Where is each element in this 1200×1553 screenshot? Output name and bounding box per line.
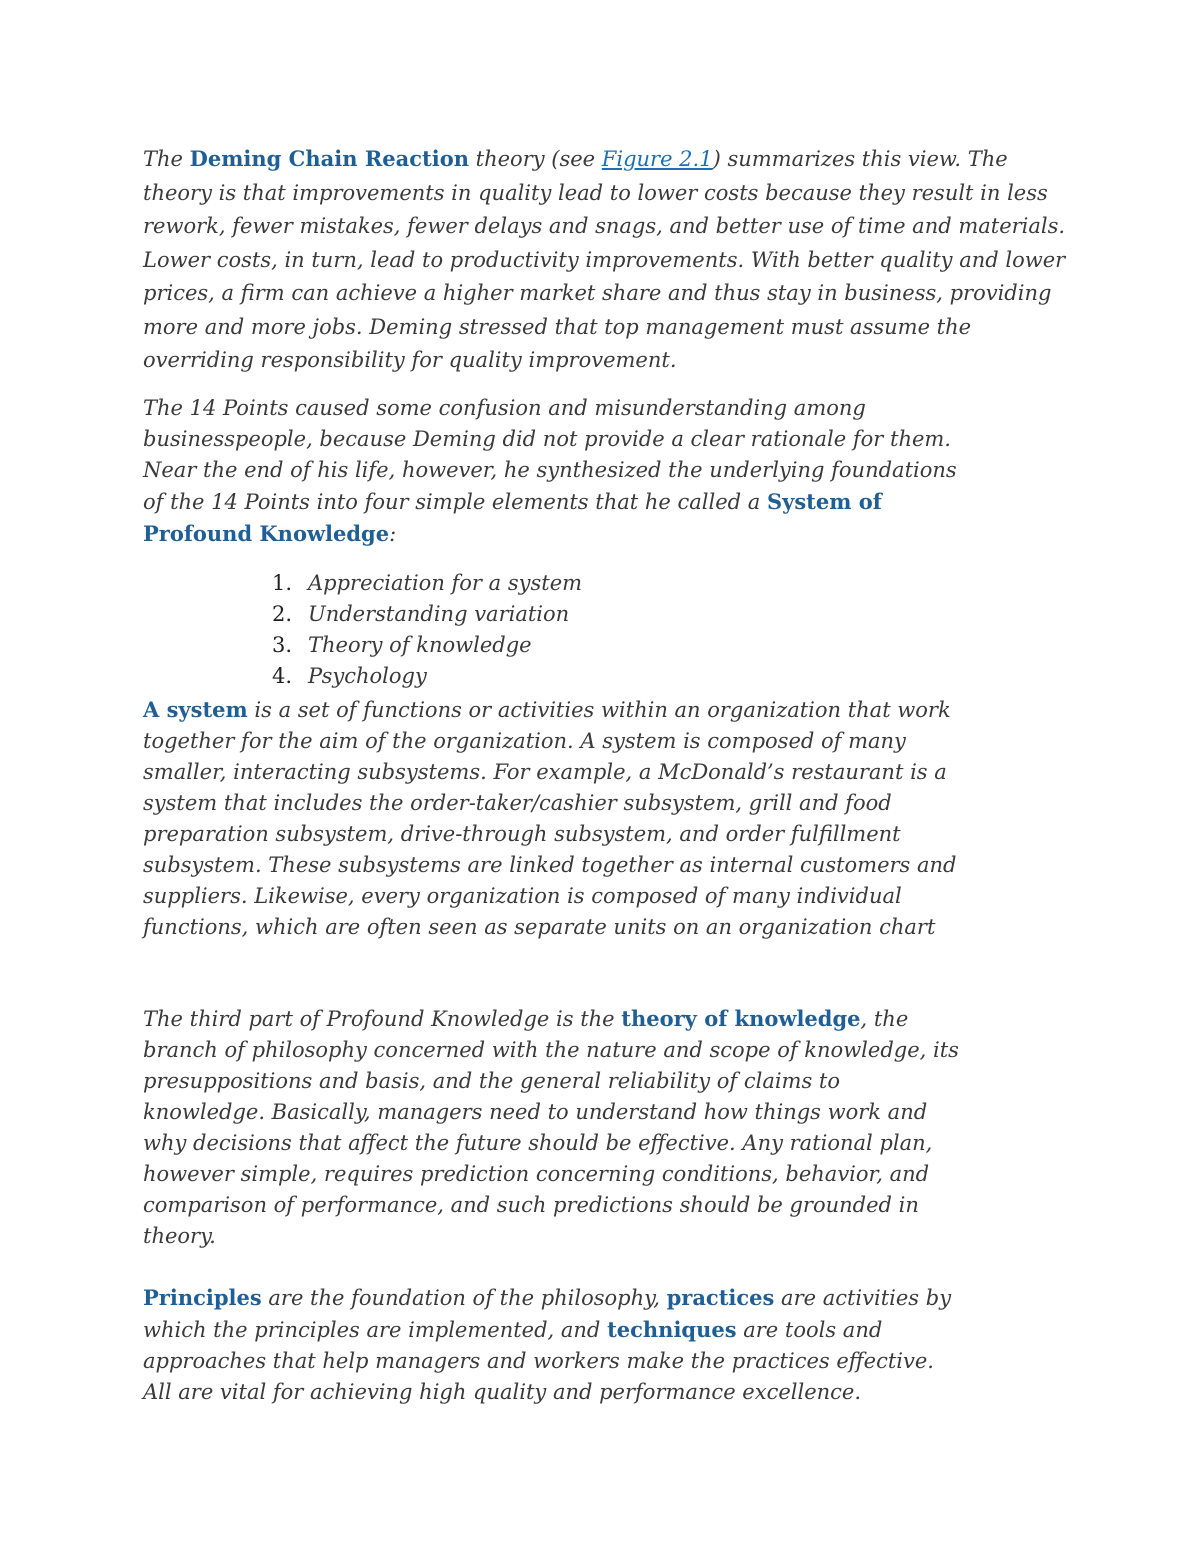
term-system-of-profound-knowledge: System of Profound Knowledge	[143, 489, 882, 546]
list-text: Psychology	[308, 664, 427, 688]
text: are activities by which the principles are implemented, and	[143, 1286, 952, 1342]
list-item	[272, 599, 582, 630]
term-theory-of-knowledge: theory of knowledge	[621, 1006, 861, 1031]
list-number: 4.	[272, 664, 293, 688]
figure-link[interactable]: Figure 2.1	[601, 147, 713, 171]
text: ) summarizes this view. The theory is that improvements in quality lead to lower costs because they result in less rework, fewer mistakes, fewer delays and snags, and better use of time and materials. Lower costs, in turn, lead to productivity improvements. With better quality and lower prices, a firm can achieve a higher market share and thus stay in business, providing more and more jobs. Deming stressed that top management must assume the overriding responsibility for quality improvement.	[143, 147, 1066, 372]
term-principles: Principles	[143, 1285, 262, 1310]
text: , the branch of philosophy concerned with the nature and scope of knowledge, its presuppositions and basis, and the general reliability of claims to knowledge. Basically, managers need to understand how things work and why decisions that affect the future should be effective. Any rational plan, however simple, requires prediction concerning conditions, behavior, and comparison of performance, and such predictions should be grounded in theory.	[143, 1007, 959, 1248]
paragraph-principles	[143, 1282, 963, 1408]
list-number: 2.	[272, 602, 293, 626]
term-practices: practices	[666, 1285, 775, 1310]
list-number: 3.	[272, 633, 293, 657]
text: The	[143, 147, 190, 171]
list-item	[272, 630, 582, 661]
text: are the foundation of the philosophy,	[261, 1286, 667, 1310]
text: are tools and approaches that help managers and workers make the practices effective. All are vital for achieving high quality and performance excellence.	[143, 1318, 934, 1404]
text: :	[389, 522, 397, 546]
paragraph-theory-of-knowledge	[143, 1003, 963, 1252]
term-a-system: A system	[143, 697, 248, 722]
list-text: Theory of knowledge	[308, 633, 532, 657]
list-text: Appreciation for a system	[308, 571, 583, 595]
list-number: 1.	[272, 571, 293, 595]
list-text: Understanding variation	[308, 602, 570, 626]
text: is a set of functions or activities within an organization that work together for the aim of the organization. A system is composed of many smaller, interacting subsystems. For example, a McDonald’s restaurant is a system that includes the order-taker/cashier subsystem, grill and food preparation subsystem, drive-through subsystem, and order fulfillment subsystem. These subsystems are linked together as internal customers and suppliers. Likewise, every organization is composed of many individual functions, which are often seen as separate units on an organization chart	[143, 698, 957, 939]
paragraph-a-system	[143, 694, 983, 943]
paragraph-fourteen-points	[143, 393, 973, 550]
term-deming-chain-reaction: Deming Chain Reaction	[189, 146, 469, 171]
text: theory (see	[468, 147, 602, 171]
list-item	[272, 568, 582, 599]
list-item	[272, 661, 582, 692]
text: The 14 Points caused some confusion and misunderstanding among businesspeople, because Deming did not provide a clear rationale for them. Near the end of his life, however, he synthesized the underlying foundations of the 14 Points into four simple elements that he called a	[143, 396, 957, 514]
paragraph-deming-chain-reaction	[143, 142, 1078, 378]
text: The third part of Profound Knowledge is the	[143, 1007, 622, 1031]
term-techniques: techniques	[607, 1317, 737, 1342]
profound-knowledge-list	[272, 568, 582, 692]
